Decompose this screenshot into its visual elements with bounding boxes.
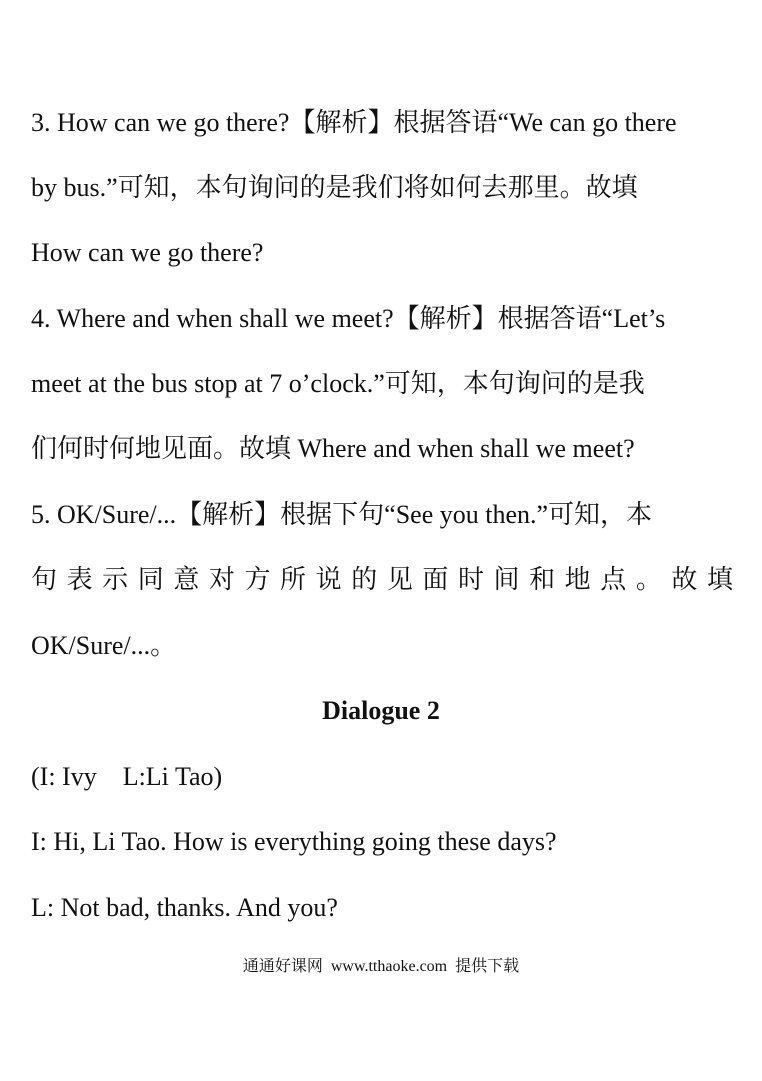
- answer-4-line-3: 们何时何地见面。故填 Where and when shall we meet?: [31, 434, 635, 463]
- answer-3-line-2: by bus.”可知，本句询问的是我们将如何去那里。故填: [31, 173, 638, 202]
- dialogue-line-2: L: Not bad, thanks. And you?: [31, 893, 338, 922]
- dialogue-line-1: I: Hi, Li Tao. How is everything going these days?: [31, 827, 557, 856]
- dialogue-heading: Dialogue 2: [322, 696, 440, 725]
- answer-4-line-1: 4. Where and when shall we meet?【解析】根据答语“Let’s: [31, 304, 666, 333]
- char: 故: [671, 565, 698, 594]
- char: 。: [635, 565, 662, 594]
- answer-5-line-1: 5. OK/Sure/...【解析】根据下句“See you then.”可知，本: [31, 500, 653, 529]
- speakers-line: (I: Ivy L:Li Tao): [31, 762, 223, 791]
- char: 面: [422, 565, 449, 594]
- char: 见: [386, 565, 413, 594]
- char: 同: [137, 565, 164, 594]
- footer-credit: 通通好课网 www.tthaoke.com 提供下载: [242, 958, 520, 975]
- char: 对: [208, 565, 235, 594]
- char: 填: [706, 565, 733, 594]
- answer-3-line-1: 3. How can we go there?【解析】根据答语“We can go there: [31, 108, 677, 137]
- char: 说: [315, 565, 342, 594]
- answer-3-line-3: How can we go there?: [31, 238, 264, 267]
- answer-5-line-3: OK/Sure/...。: [31, 631, 177, 660]
- answer-4-line-2: meet at the bus stop at 7 o’clock.”可知，本句询问的是我: [31, 369, 645, 398]
- char: 时: [457, 565, 484, 594]
- char: 所: [280, 565, 307, 594]
- char: 方: [244, 565, 271, 594]
- char: 点: [600, 565, 627, 594]
- char: 间: [493, 565, 520, 594]
- char: 的: [351, 565, 378, 594]
- answer-5-line-2: [31, 564, 733, 596]
- char: 示: [102, 565, 129, 594]
- char: 句: [31, 565, 58, 594]
- char: 地: [564, 565, 591, 594]
- char: 表: [66, 565, 93, 594]
- char: 意: [173, 565, 200, 594]
- char: 和: [529, 565, 556, 594]
